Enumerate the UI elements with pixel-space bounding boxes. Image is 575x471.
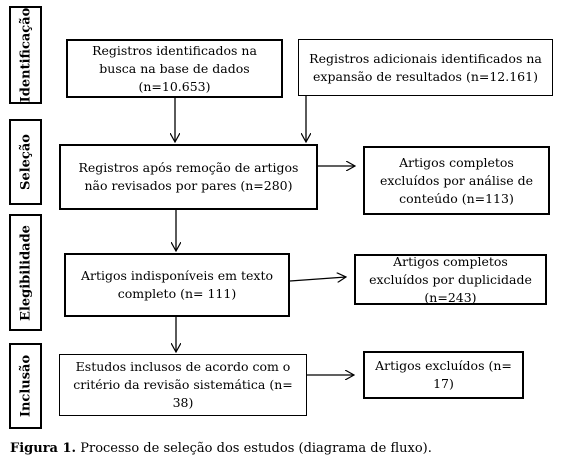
box-inclusos: Estudos inclusos de acordo com o critério da revisão sistemática (n= 38) bbox=[59, 354, 307, 416]
box-indisponiveis: Artigos indisponíveis em texto completo (n= 111) bbox=[64, 253, 290, 317]
box-apos-remocao: Registros após remoção de artigos não revisados por pares (n=280) bbox=[59, 144, 318, 210]
phase-selecao-label: Seleção bbox=[18, 134, 33, 190]
box-registros-busca: Registros identificados na busca na base de dados (n=10.653) bbox=[66, 39, 283, 98]
box-excluidos-duplicidade: Artigos completos excluídos por duplicidade (n=243) bbox=[354, 254, 547, 305]
box-excluidos: Artigos excluídos (n= 17) bbox=[363, 351, 524, 399]
figure-caption-text: Processo de seleção dos estudos (diagrama de fluxo). bbox=[76, 441, 432, 456]
phase-identificacao-label: Identificação bbox=[18, 7, 33, 103]
phase-inclusao-label: Inclusão bbox=[18, 354, 33, 418]
box-excluidos-conteudo: Artigos completos excluídos por análise de conteúdo (n=113) bbox=[363, 146, 550, 215]
box-registros-adicionais: Registros adicionais identificados na expansão de resultados (n=12.161) bbox=[298, 39, 553, 96]
phase-elegibilidade-label: Elegibilidade bbox=[18, 224, 33, 321]
arrow-indisponiveis-to-duplicidade bbox=[290, 277, 346, 281]
figure-caption-label: Figura 1. bbox=[10, 441, 77, 456]
figure-caption bbox=[10, 441, 432, 456]
